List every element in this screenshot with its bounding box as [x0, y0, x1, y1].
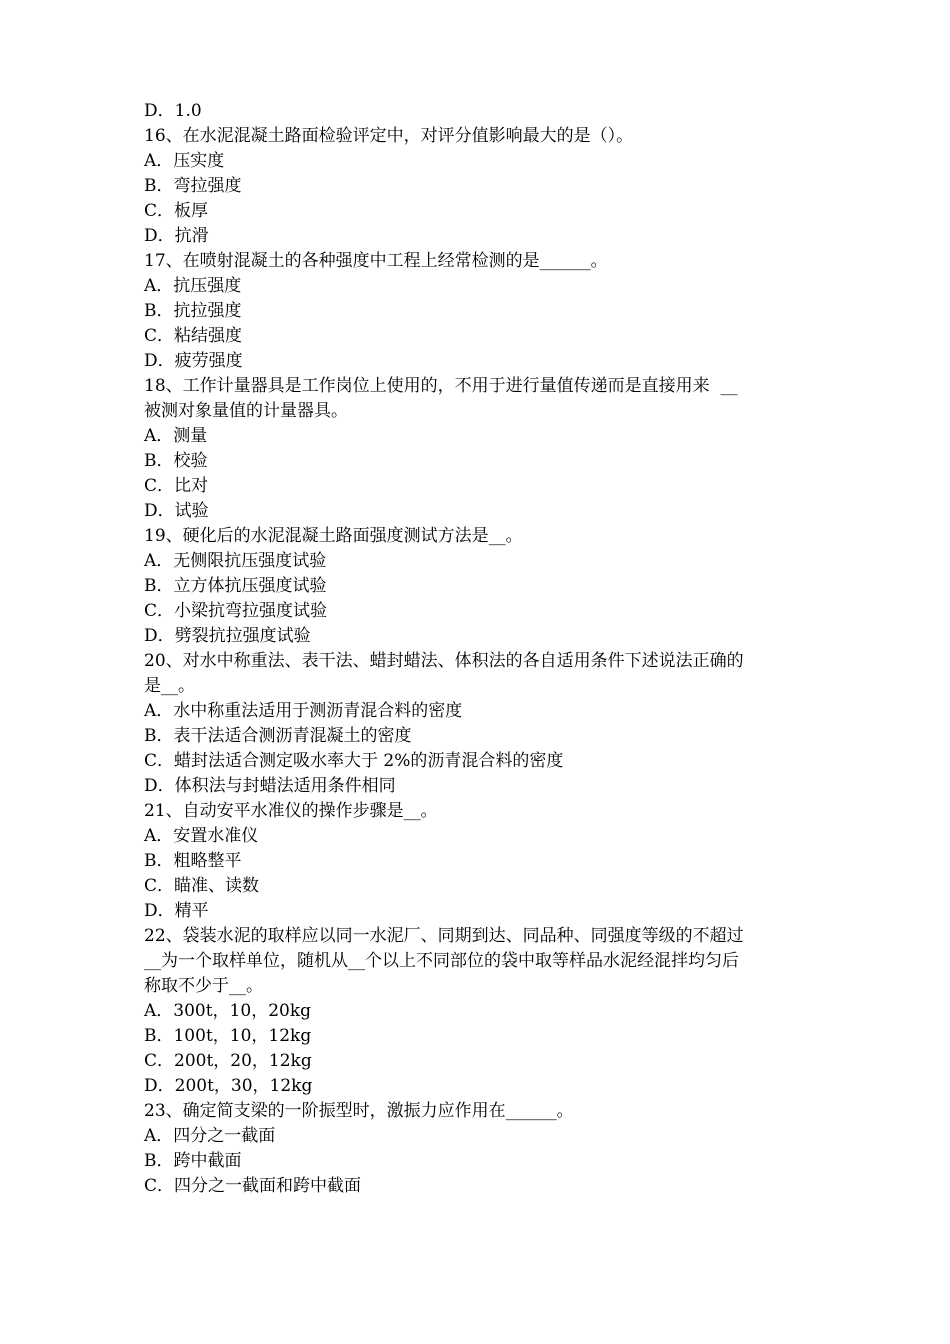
option-line: A．300t，10，20kg	[144, 1001, 312, 1021]
option-line: B．100t，10，12kg	[144, 1026, 312, 1046]
question-line: 22、袋装水泥的取样应以同一水泥厂、同期到达、同品种、同强度等级的不超过	[144, 926, 744, 946]
option-line: B．表干法适合测沥青混凝土的密度	[144, 726, 412, 746]
question-line: 20、对水中称重法、表干法、蜡封蜡法、体积法的各自适用条件下述说法正确的	[144, 651, 744, 671]
option-line: A．抗压强度	[144, 276, 242, 296]
option-line: D．劈裂抗拉强度试验	[144, 626, 311, 646]
option-line: C．200t，20，12kg	[144, 1051, 312, 1071]
option-line: D．1.0	[144, 101, 202, 121]
option-line: A．四分之一截面	[144, 1126, 276, 1146]
option-line: B．弯拉强度	[144, 176, 242, 196]
option-line: A．安置水准仪	[144, 826, 259, 846]
option-line: A．水中称重法适用于测沥青混合料的密度	[144, 701, 463, 721]
option-line: B．校验	[144, 451, 208, 471]
option-line: D．200t，30，12kg	[144, 1076, 313, 1096]
question-line: 17、在喷射混凝土的各种强度中工程上经常检测的是______。	[144, 251, 608, 271]
option-line: A．无侧限抗压强度试验	[144, 551, 327, 571]
question-line: 23、确定简支梁的一阶振型时，激振力应作用在______。	[144, 1101, 574, 1121]
question-line: 称取不少于__。	[144, 976, 263, 996]
option-line: D．抗滑	[144, 226, 209, 246]
question-line: 是__。	[144, 676, 195, 696]
option-line: B．粗略整平	[144, 851, 242, 871]
option-line: C．四分之一截面和跨中截面	[144, 1176, 362, 1196]
question-line: __为一个取样单位，随机从__个以上不同部位的袋中取等样品水泥经混拌均匀后	[144, 951, 739, 971]
exam-text	[144, 99, 824, 1199]
option-line: C．瞄准、读数	[144, 876, 260, 896]
option-line: D．疲劳强度	[144, 351, 243, 371]
question-line: 16、在水泥混凝土路面检验评定中，对评分值影响最大的是（）。	[144, 126, 634, 146]
question-line: 被测对象量值的计量器具。	[144, 401, 348, 421]
option-line: C．板厚	[144, 201, 209, 221]
option-line: D．试验	[144, 501, 209, 521]
option-line: C．粘结强度	[144, 326, 243, 346]
option-line: C．小梁抗弯拉强度试验	[144, 601, 328, 621]
option-line: D．精平	[144, 901, 209, 921]
question-line: 18、工作计量器具是工作岗位上使用的，不用于进行量值传递而是直接用来 __	[144, 376, 738, 396]
option-line: C．比对	[144, 476, 209, 496]
option-line: C．蜡封法适合测定吸水率大于 2%的沥青混合料的密度	[144, 751, 564, 771]
question-line: 19、硬化后的水泥混凝土路面强度测试方法是__。	[144, 526, 523, 546]
question-line: 21、自动安平水准仪的操作步骤是__。	[144, 801, 438, 821]
option-line: B．立方体抗压强度试验	[144, 576, 327, 596]
option-line: A．压实度	[144, 151, 225, 171]
option-line: B．抗拉强度	[144, 301, 242, 321]
option-line: B．跨中截面	[144, 1151, 242, 1171]
option-line: A．测量	[144, 426, 208, 446]
option-line: D．体积法与封蜡法适用条件相同	[144, 776, 396, 796]
